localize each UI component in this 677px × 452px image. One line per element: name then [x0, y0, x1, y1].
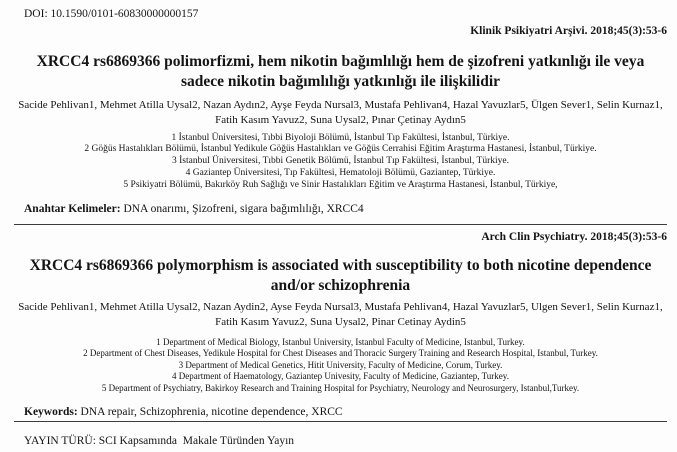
affiliation-line: 5 Department of Psychiatry, Bakirkoy Research and Training Hospital for Psychiatry, Neurology and Neurosurgery, Istanbul,Turkey. — [101, 382, 580, 393]
affiliation-line: 1 Department of Medical Biology, Istanbul University, Istanbul Faculty of Medicine, Istanbul, Turkey. — [156, 336, 525, 347]
affiliation-line: 5 Psikiyatri Bölümü, Bakırköy Ruh Sağlığı ve Sinir Hastalıkları Eğitim ve Araştırma Hastanesi, İstanbul, Türkiye, — [123, 180, 558, 191]
journal-ref-english: Arch Clin Psychiatry. 2018;45(3):53-6 — [481, 230, 667, 243]
doi-text: DOI: 10.1590/0101-60830000000157 — [24, 8, 199, 20]
affiliations-english — [14, 337, 667, 395]
section-divider — [14, 421, 667, 422]
journal-ref-turkish: Klinik Psikiyatri Arşivi. 2018;45(3):53-6 — [470, 25, 667, 37]
affiliation-line: 4 Department of Haematology, Gaziantep Univesity, Faculty of Medicine, Gaziantep, Turkey. — [172, 371, 509, 382]
authors-turkish: Sacide Pehlivan1, Mehmet Atilla Uysal2, Nazan Aydın2, Ayşe Feyda Nursal3, Mustafa Pehlivan4, Hazal Yavuzlar5, Ülgen Sever1, Selin Kurnaz1, Fatih Kasım Yavuz2, Suna Uysal2, Pınar Çetinay Aydın5 — [18, 98, 663, 126]
authors-english: Sacide Pehlivan1, Mehmet Atilla Uysal2, Nazan Aydin2, Ayse Feyda Nursal3, Mustafa Pehlivan4, Hazal Yavuzlar5, Ulgen Sever1, Selin Kurnaz1, Fatih Kasım Yavuz2, Suna Uysal2, Pinar Cetinay Aydin5 — [18, 300, 663, 328]
keywords-turkish-text: DNA onarımı, Şizofreni, sigara bağımlılığı, XRCC4 — [123, 202, 364, 215]
article-title-english: XRCC4 rs6869366 polymorphism is associated with susceptibility to both nicotine dependence and/or schizophrenia — [29, 256, 652, 295]
affiliation-line: 1 İstanbul Üniversitesi, Tıbbi Biyoloji Bölümü, İstanbul Tıp Fakültesi, İstanbul, Türkiye. — [171, 132, 510, 143]
affiliation-line: 2 Göğüs Hastalıkları Bölümü, İstanbul Yedikule Göğüs Hastalıkları ve Göğüs Cerrahisi Eğitim Araştırma Hastanesi, İstanbul, Türkiye. — [84, 144, 597, 155]
article-title-turkish: XRCC4 rs6869366 polimorfizmi, hem nikotin bağımlılığı hem de şizofreni yatkınlığı ile veya sadece nikotin bağımlılığı yatkınlığı ile ilişkilidir — [36, 53, 645, 91]
keywords-turkish-label: Anahtar Kelimeler: — [24, 202, 121, 215]
keywords-english — [14, 406, 667, 418]
keywords-english-text: DNA repair, Schizophrenia, nicotine dependence, XRCC — [80, 406, 343, 419]
keywords-english-label: Keywords: — [24, 406, 78, 419]
keywords-turkish — [14, 203, 667, 215]
section-divider — [14, 224, 667, 225]
affiliation-line: 3 Department of Medical Genetics, Hitit University, Faculty of Medicine, Corum, Turkey. — [178, 359, 503, 370]
affiliation-line: 4 Gaziantep Üniversitesi, Tıp Fakültesi, Hematoloji Bölümü, Gaziantep, Türkiye. — [185, 168, 496, 179]
affiliation-line: 3 İstanbul Üniversitesi, Tıbbi Genetik Bölümü, İstanbul Tıp Fakültesi, İstanbul, Türkiye. — [172, 156, 509, 167]
affiliation-line: 2 Department of Chest Diseases, Yedikule Hospital for Chest Diseases and Thoracic Surgery Training and Research Hospital, Istanbul, Turkey. — [83, 348, 598, 359]
publication-type: YAYIN TÜRÜ: SCI Kapsamında Makale Türünden Yayın — [24, 435, 295, 448]
affiliations-turkish — [14, 133, 667, 192]
